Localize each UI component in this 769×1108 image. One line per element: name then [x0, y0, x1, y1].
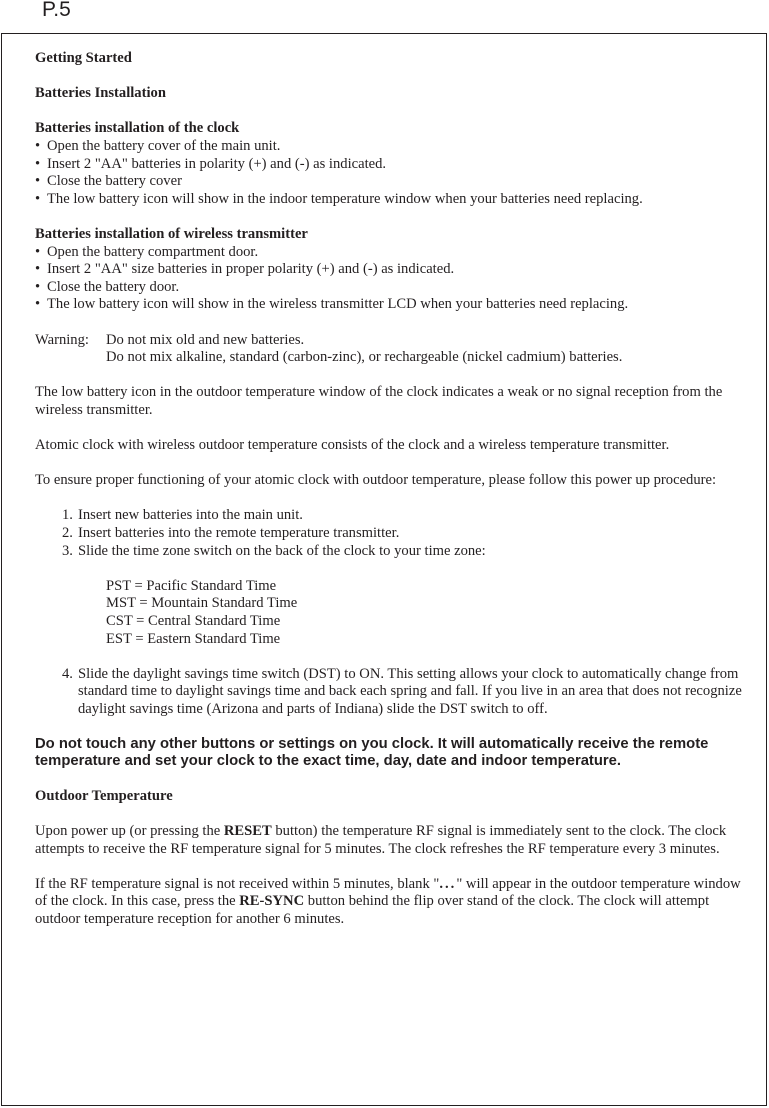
- warning-block: [35, 332, 750, 367]
- warning-line: Do not mix alkaline, standard (carbon-zinc), or rechargeable (nickel cadmium) batteries.: [106, 349, 623, 366]
- time-zone-item: MST = Mountain Standard Time: [106, 595, 298, 612]
- procedure-paragraph: To ensure proper functioning of your atomic clock with outdoor temperature, please follow this power up procedure:: [35, 472, 717, 489]
- warning-label: Warning:: [35, 331, 89, 348]
- clock-batteries-heading: Batteries installation of the clock: [35, 120, 240, 137]
- outdoor-paragraph-2: If the RF temperature signal is not received within 5 minutes, blank "..." will appear in the outdoor temperature window of the clock. In this case, press the RE-SYNC button behind the flip over stand of the clock. The clock will attempt outdoor temperature reception for another 6 minutes.: [35, 875, 741, 927]
- list-item: • The low battery icon will show in the indoor temperature window when your batteries need replacing.: [35, 190, 643, 207]
- getting-started-heading: Getting Started: [35, 50, 132, 66]
- important-notice: Do not touch any other buttons or settings on you clock. It will automatically receive the remote temperature and set your clock to the exact time, day, date and indoor temperature.: [35, 736, 709, 770]
- outdoor-temperature-heading: Outdoor Temperature: [35, 787, 173, 804]
- list-item: • Close the battery door.: [35, 278, 180, 295]
- page-number: P.5: [42, 0, 71, 21]
- time-zone-item: EST = Eastern Standard Time: [106, 630, 281, 647]
- blank-display-icon: ...: [439, 875, 457, 892]
- list-item: • Open the battery cover of the main unit.: [35, 137, 281, 154]
- step-item: 4. Slide the daylight savings time switch (DST) to ON. This setting allows your clock to automatically change from standard time to daylight savings time and back each spring and fall. If you live in an area that does not recognize daylight savings time (Arizona and parts of Indiana) slide the DST switch to off.: [62, 665, 742, 717]
- list-item: • Insert 2 "AA" batteries in polarity (+) and (-) as indicated.: [35, 155, 387, 172]
- step-item: 3. Slide the time zone switch on the back of the clock to your time zone:: [62, 542, 486, 559]
- atomic-clock-paragraph: Atomic clock with wireless outdoor temperature consists of the clock and a wireless temperature transmitter.: [35, 437, 670, 454]
- warning-line: Do not mix old and new batteries.: [106, 331, 305, 348]
- manual-content: [35, 50, 750, 929]
- batteries-installation-heading: Batteries Installation: [35, 85, 166, 102]
- step-item: 2. Insert batteries into the remote temperature transmitter.: [62, 525, 400, 542]
- outdoor-paragraph-1: Upon power up (or pressing the RESET button) the temperature RF signal is immediately sent to the clock. The clock attempts to receive the RF temperature signal for 5 minutes. The clock refreshes the RF temperature every 3 minutes.: [35, 822, 727, 857]
- list-item: • Open the battery compartment door.: [35, 243, 259, 260]
- transmitter-batteries-heading: Batteries installation of wireless transmitter: [35, 225, 308, 242]
- time-zone-item: PST = Pacific Standard Time: [106, 577, 277, 594]
- time-zone-item: CST = Central Standard Time: [106, 613, 281, 629]
- step-item: 1. Insert new batteries into the main unit.: [62, 507, 303, 524]
- list-item: • Close the battery cover: [35, 173, 182, 190]
- resync-button-label: RE-SYNC: [239, 893, 305, 910]
- list-item: • Insert 2 "AA" size batteries in proper polarity (+) and (-) as indicated.: [35, 261, 455, 278]
- low-battery-paragraph: The low battery icon in the outdoor temperature window of the clock indicates a weak or no signal reception from the wireless transmitter.: [35, 384, 723, 418]
- reset-button-label: RESET: [223, 822, 272, 839]
- list-item: • The low battery icon will show in the wireless transmitter LCD when your batteries need replacing.: [35, 296, 629, 313]
